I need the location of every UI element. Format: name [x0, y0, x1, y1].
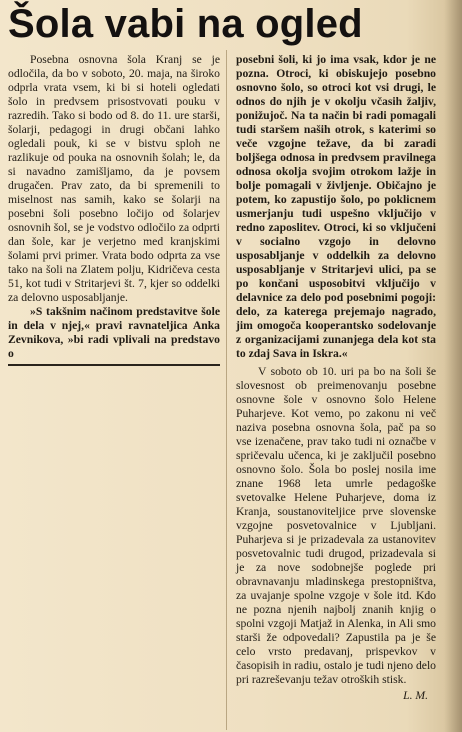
left-quote-paragraph: »S takšnim načinom predstavitve šole in dela v njej,« pravi ravnateljica Anka Zevnikova, »bi radi vplivali na predstavo o — [8, 304, 220, 360]
article-column-left — [8, 53, 220, 361]
column-end-rule — [8, 364, 220, 366]
article-headline: Šola vabi na ogled — [8, 2, 363, 46]
author-signature: L. M. — [403, 688, 428, 702]
right-body-paragraph: V soboto ob 10. uri pa bo na šoli še slovesnost ob preimenovanju posebne osnovne šole v osnovno šolo Helene Puharjeve. Kot vemo, po zakonu ni več naziva posebna osnovna šola, pač pa so vse izenačene, prav tako tudi ni označbe v spričevalu učenca, ki je zaključil posebno osnovno šolo. Šola bo poslej nosila ime znane 1968 leta umrle pedagoške svetovalke Helene Puharjeve, doma iz Kranja, soustanoviteljice prve slovenske vzgojne posvetovalnice v Ljubljani. Puharjeva si je prizadevala za ustanovitev posvetovalnic tudi drugod, prizadevala si je za nove sodobnejše poglede pri obravnavanju mladinskega prestopništva, za uvajanje spolne vzgoje v šole itd. Kdo ne pozna njenih najbolj znanih knjig o spolni vzgoji Matjaž in Alenka, in Ali smo starši že odpovedali? Zapustila pa je še celo vrsto predavanj, prispevkov v časopisih in radiu, ostalo je tudi njeno delo pri razreševanju težav otroških stisk. — [236, 365, 436, 686]
article-column-right-top — [236, 53, 436, 361]
right-quote-continuation: posebni šoli, ki jo ima vsak, kdor je ne pozna. Otroci, ki obiskujejo posebno osnovno šolo, so otroci kot vsi drugi, le odnos do njih je v okolju včasih žaljiv, ponižujoč. Na ta način bi radi pomagali tudi staršem naših otrok, s katerimi so veče vzgojne težave, da bi zaradi boljšega odnosa in predvsem pravilnega odnosa okolja svojim otrokom lažje in bolje pomagali v življenje. Običajno je potem, ko zapustijo šolo, po poklicnem usmerjanju tudi uspešno vključijo v redno zaposlitev. Otroci, ki so vključeni v socialno vzgojo in delovno usposabljanje v oddelkih za delovno usposabljanje v Stritarjevi ulici, pa se po končani usposobitvi vključijo v delavnice za delo pod posebnimi pogoji: delo, za katerega prejemajo nagrado, jim omogoča kooperantsko sodelovanje z organizacijami zunanjega dela kot sta to zdaj Sava in Iskra.« — [236, 53, 436, 360]
page-fold-shadow — [444, 0, 462, 732]
left-body-paragraph: Posebna osnovna šola Kranj se je odločila, da bo v soboto, 20. maja, na široko odprla vrata vsem, ki bi si hoteli ogledati šolo in predvsem prisostvovati pouku v razredih. Tako si bodo od 8. do 11. ure starši, šolarji, pedagogi in drugi občani lahko ogledali pouk, ki se v bistvu sploh ne razlikuje od pouka na osnovnih šolah; le, da si navadno zamišljamo, da je povsem drugačen. Prav zato, da bi spremenili to miselnost nas samih, kako se šolarji na posebni šoli posebno ločijo od šolarjev osnovnih šol, se je vodstvo odločilo za odprti dan šole, kar je verjetno med kranjskimi šolami prvi primer. Vrata bodo odprta za vse tako na šoli na Zlatem polju, Kidričeva cesta 51, kot tudi v Stritarjevi št. 7, kjer so oddelki za delovno usposabljanje. — [8, 53, 220, 304]
column-divider — [226, 50, 227, 730]
article-column-right-bottom — [236, 365, 436, 703]
